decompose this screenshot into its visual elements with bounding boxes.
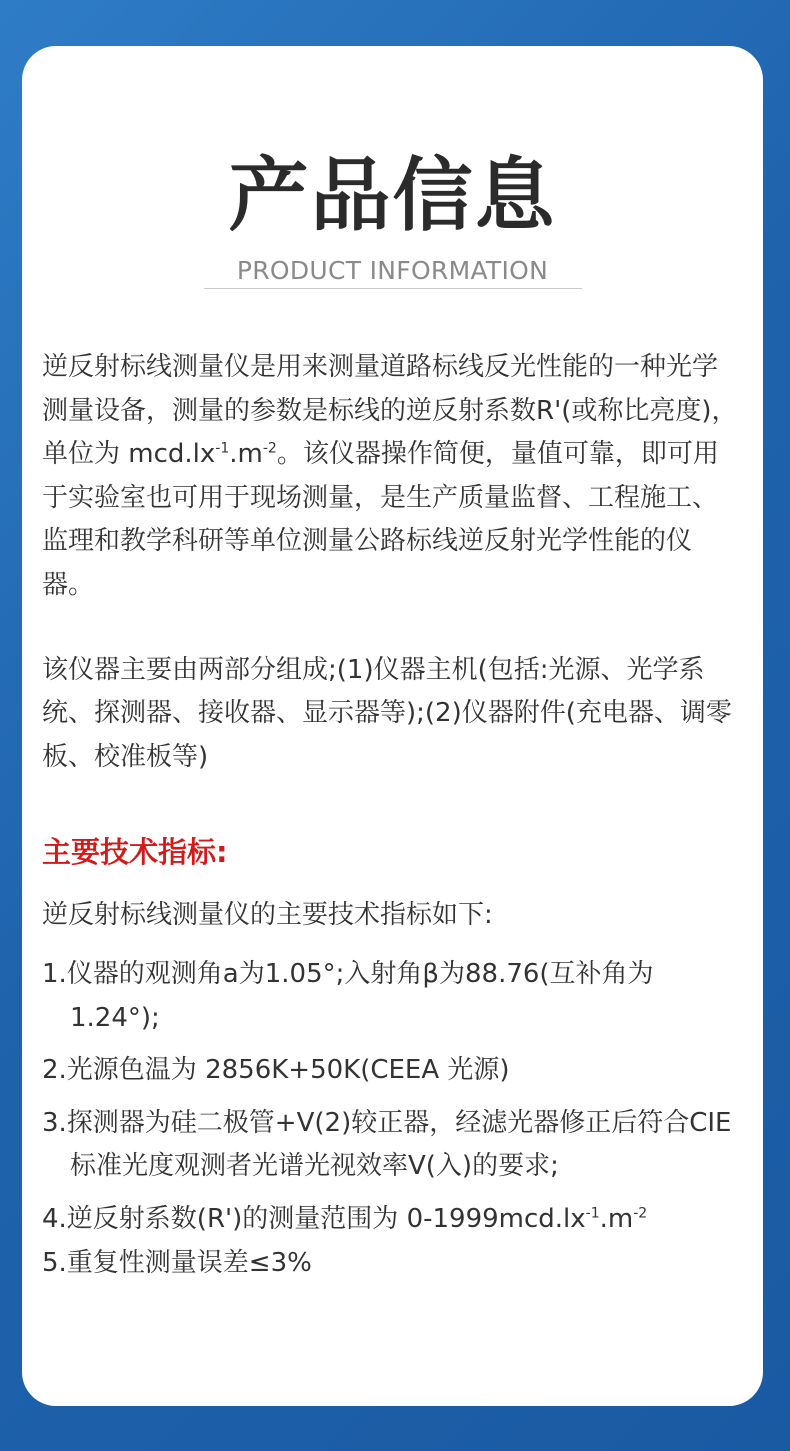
specs-heading: 主要技术指标: (42, 835, 228, 870)
description-text-1a: 逆反射标线测量仪是用来测量道路标线反光性能的一种光学测量设备，测量的参数是标线的逆反射系数R'(或称比亮度)，单位为 mcd.lx (42, 352, 738, 470)
page-title: 产品信息 (228, 149, 557, 242)
spec-item-4-text-b: .m (599, 1203, 634, 1234)
description-paragraph-1 (42, 346, 742, 608)
description-text-1b: .m (229, 439, 263, 470)
spec-item-2: 2.光源色温为 2856K+50K(CEEA 光源) (42, 1055, 510, 1086)
title-divider (204, 288, 582, 289)
spec-item-4 (42, 1198, 742, 1242)
description-paragraph-2: 该仪器主要由两部分组成;(1)仪器主机(包括:光源、光学系统、探测器、接收器、显示器等);(2)仪器附件(充电器、调零板、校准板等) (42, 654, 732, 772)
spec-item-1: 1.仪器的观测角a为1.05°;入射角β为88.76(互补角为1.24°); (42, 958, 654, 1033)
page-subtitle: PRODUCT INFORMATION (236, 256, 549, 285)
spec-item-4-exponent-lx: -1 (585, 1205, 600, 1222)
spec-item-3: 3.探测器为硅二极管+V(2)较正器，经滤光器修正后符合CIE标准光度观测者光谱光视效率V(入)的要求; (42, 1107, 732, 1182)
specs-list (42, 953, 742, 1285)
spec-item-4-exponent-m: -2 (633, 1205, 648, 1222)
description-text-1c: 。该仪器操作简便，量值可靠，即可用于实验室也可用于现场测量，是生产质量监督、工程施工、监理和教学科研等单位测量公路标线逆反射光学性能的仪器。 (42, 439, 719, 600)
spec-item-4-text-a: 4.逆反射系数(R')的测量范围为 0-1999mcd.lx (42, 1203, 586, 1234)
unit-exponent-lx: -1 (215, 440, 230, 457)
unit-exponent-m: -2 (262, 440, 277, 457)
content-body (42, 346, 742, 1294)
spec-item-5: 5.重复性测量误差≤3% (42, 1247, 312, 1278)
product-info-card (22, 46, 763, 1406)
specs-intro: 逆反射标线测量仪的主要技术指标如下: (42, 900, 493, 931)
